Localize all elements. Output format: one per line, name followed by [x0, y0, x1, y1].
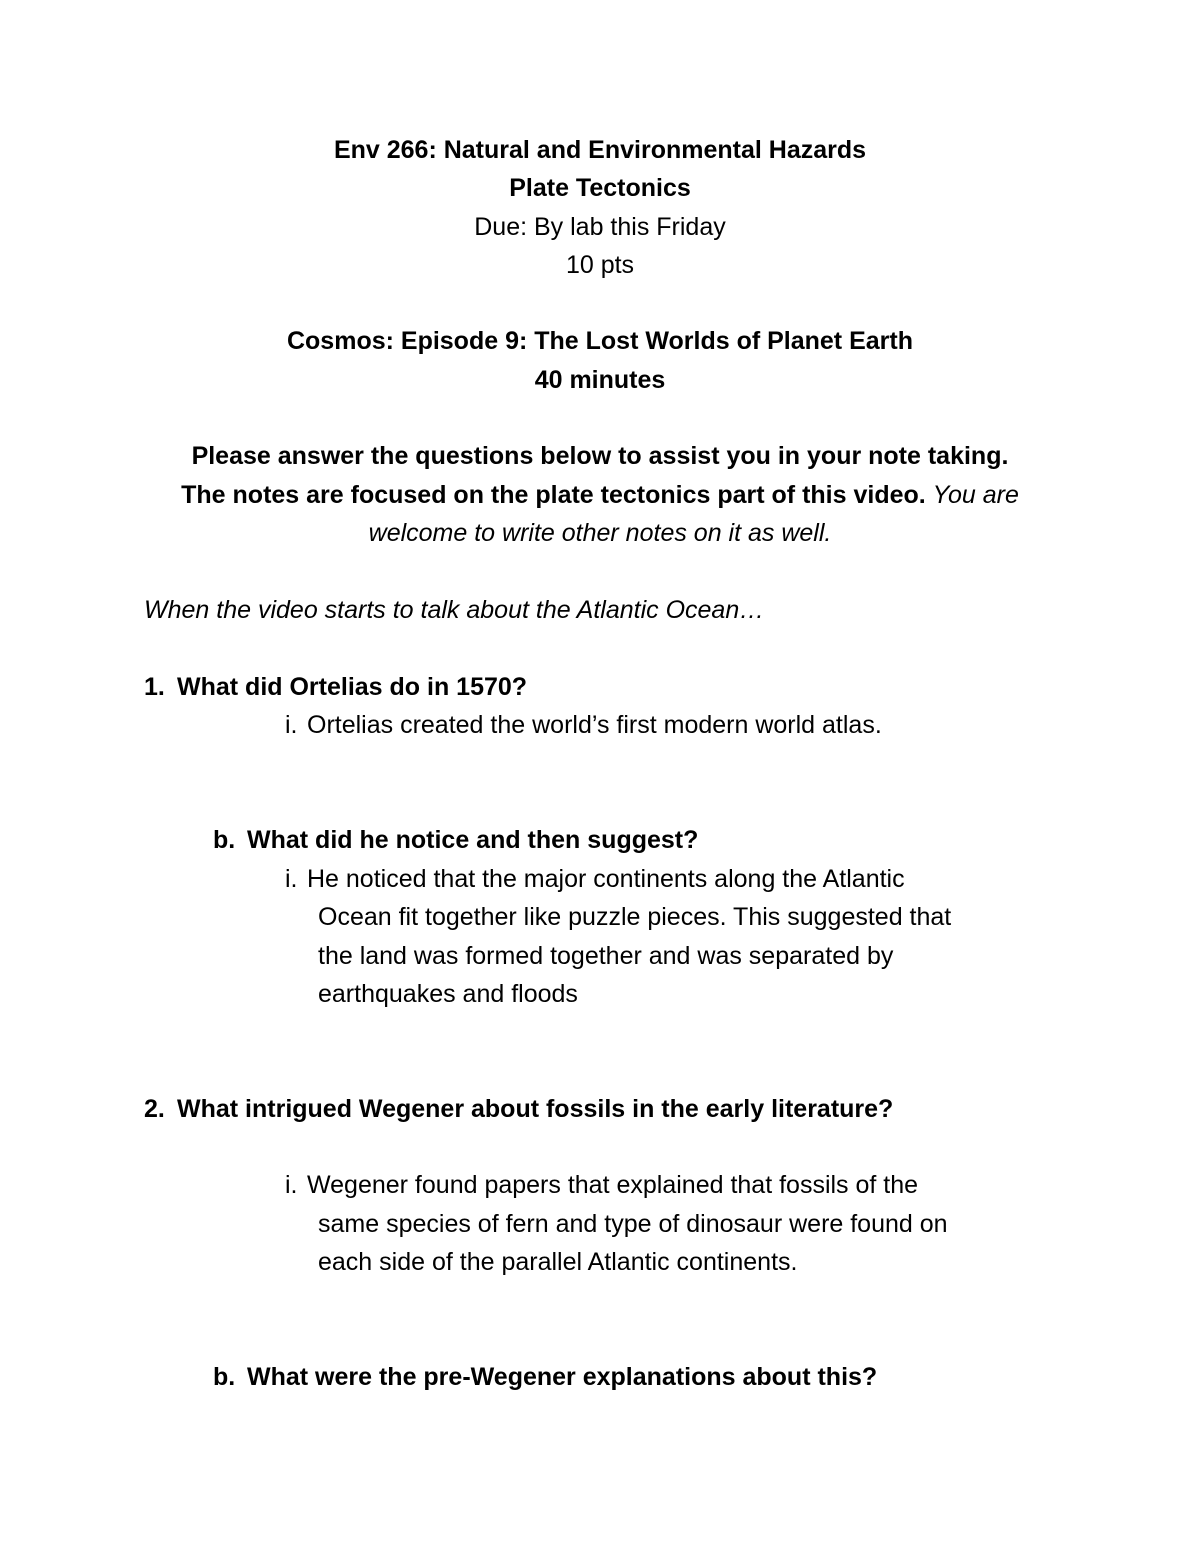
section-intro: When the video starts to talk about the Atlantic Ocean…	[144, 596, 765, 624]
instructions-welcome-start: You are	[932, 481, 1019, 509]
instructions-focus: The notes are focused on the plate tectonics part of this video.	[181, 481, 926, 509]
points: 10 pts	[565, 251, 635, 279]
q2b-number: b.	[213, 1363, 236, 1391]
q1b-answer-line: Ocean fit together like puzzle pieces. This suggested that	[318, 903, 952, 931]
q1-number: 1.	[144, 673, 165, 701]
q2-answer-marker: i.	[285, 1171, 298, 1199]
video-title: Cosmos: Episode 9: The Lost Worlds of Planet Earth	[286, 327, 913, 355]
q1b-answer-line: He noticed that the major continents along the Atlantic	[307, 865, 905, 893]
q1b-number: b.	[213, 826, 236, 854]
q2-answer-line: each side of the parallel Atlantic continents.	[318, 1248, 798, 1276]
q1-question: What did Ortelias do in 1570?	[177, 673, 528, 701]
q2-number: 2.	[144, 1095, 165, 1123]
due-date: Due: By lab this Friday	[474, 213, 726, 241]
q1b-answer-marker: i.	[285, 865, 298, 893]
q2-answer-line: same species of fern and type of dinosaur were found on	[318, 1210, 948, 1238]
course-title: Env 266: Natural and Environmental Hazards	[333, 136, 867, 164]
topic-title: Plate Tectonics	[509, 174, 691, 202]
q2b-question: What were the pre-Wegener explanations about this?	[247, 1363, 878, 1391]
q1-answer-marker: i.	[285, 711, 298, 739]
q1b-answer-line: the land was formed together and was separated by	[318, 942, 894, 970]
q1b-question: What did he notice and then suggest?	[247, 826, 699, 854]
instructions-line-2	[0, 476, 1200, 514]
q2-question: What intrigued Wegener about fossils in the early literature?	[177, 1095, 894, 1123]
q1-answer: Ortelias created the world’s first modern world atlas.	[307, 711, 882, 739]
q1b-answer-line: earthquakes and floods	[318, 980, 578, 1008]
instructions-line-3: welcome to write other notes on it as well.	[368, 519, 832, 547]
video-duration: 40 minutes	[534, 366, 666, 394]
instructions-line-1: Please answer the questions below to assist you in your note taking.	[191, 442, 1009, 470]
q2-answer-line: Wegener found papers that explained that fossils of the	[307, 1171, 919, 1199]
